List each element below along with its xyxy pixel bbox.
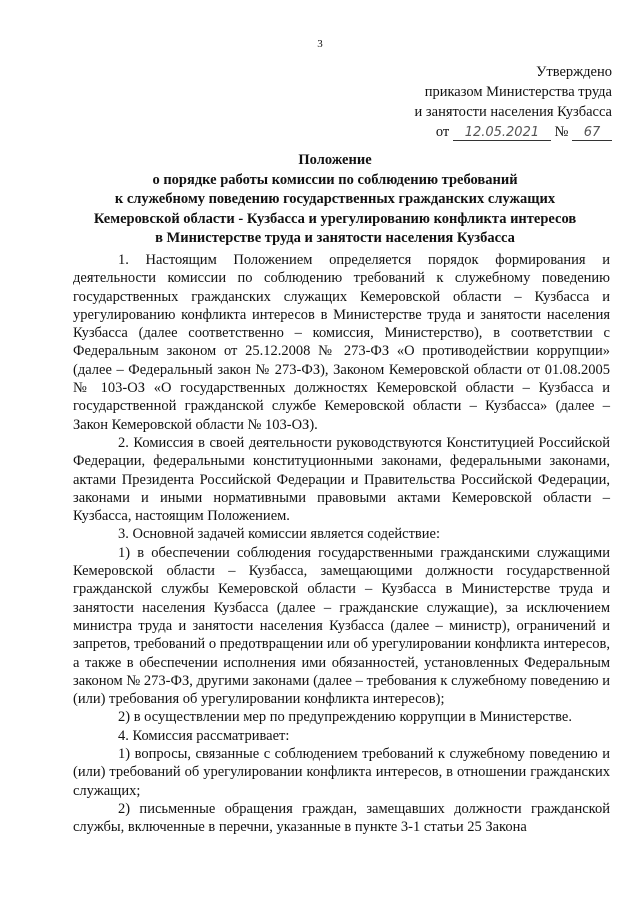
document-title — [60, 151, 610, 249]
paragraph-4-2: 2) письменные обращения граждан, замещавших должности гражданской службы, включенные в перечни, указанные в пункте 3-1 статьи 25 Закона — [73, 800, 610, 836]
paragraph-3: 3. Основной задачей комиссии является содействие: — [118, 526, 440, 543]
document-body — [73, 251, 610, 837]
approval-line-1: Утверждено — [536, 64, 612, 80]
number-label: № — [554, 124, 569, 140]
paragraph-2: 2. Комиссия в своей деятельности руководствуются Конституцией Российской Федерации, федеральными конституционными законами, федеральными законами, актами Президента Российской Федерации и Правительства Российской Федерации, законами и иными нормативными правовыми актами Кемеровской области – Кузбасса, настоящим Положением. — [73, 434, 610, 525]
paragraph-3-2: 2) в осуществлении мер по предупреждению коррупции в Министерстве. — [118, 709, 572, 726]
paragraph-4-1: 1) вопросы, связанные с соблюдением требований к служебному поведению и (или) требований об урегулировании конфликта интересов, в отношении гражданских служащих; — [73, 746, 610, 799]
from-label: от — [435, 124, 450, 140]
title-line-4: Кемеровской области - Кузбасса и урегулированию конфликта интересов — [93, 210, 577, 227]
handwritten-date: 12.05.2021 — [453, 126, 551, 141]
approval-date-number-line — [436, 122, 612, 142]
title-line-2: о порядке работы комиссии по соблюдению требований — [152, 171, 518, 188]
paragraph-3-1: 1) в обеспечении соблюдения государственными гражданскими служащими Кемеровской области – Кузбасса, замещающими должности государственной гражданской службы Кемеровской области – Кузбасса в Министерстве труда и занятости населения Кузбасса (далее – гражданские служащие), за исключением министра труда и занятости населения Кузбасса (далее – министр), ограничений и запретов, требований о предотвращении или об урегулировании конфликта интересов, а также в обеспечении исполнения ими обязанностей, установленных Федеральным законом № 273-ФЗ, другими законами (далее – требования к служебному поведению и (или) требования об урегулировании конфликта интересов); — [73, 544, 610, 708]
approval-block — [415, 62, 612, 142]
paragraph-1: 1. Настоящим Положением определяется порядок формирования и деятельности комиссии по соблюдению требований к служебному поведению государственных гражданских служащих Кемеровской области – Кузбасса и урегулированию конфликта интересов в Министерстве труда и занятости населения Кузбасса (далее соответственно – комиссия, Министерство), в соответствии с Федеральным законом от 25.12.2008 № 273-ФЗ «О противодействии коррупции» (далее – Федеральный закон № 273-ФЗ), Законом Кемеровской области от 01.08.2005 № 103-ОЗ «О государственных должностях Кемеровской области – Кузбасса и государственной гражданской службе Кемеровской области – Кузбасса» (далее – Закон Кемеровской области № 103-ОЗ). — [73, 252, 610, 433]
handwritten-number: 67 — [572, 126, 612, 141]
title-line-5: в Министерстве труда и занятости населения Кузбасса — [155, 230, 515, 246]
approval-line-3: и занятости населения Кузбасса — [414, 104, 612, 120]
paragraph-4: 4. Комиссия рассматривает: — [118, 727, 290, 744]
page-number: 3 — [317, 38, 323, 50]
title-line-1: Положение — [298, 152, 372, 168]
title-line-3: к служебному поведению государственных гражданских служащих — [114, 191, 556, 207]
approval-line-2: приказом Министерства труда — [424, 84, 612, 100]
